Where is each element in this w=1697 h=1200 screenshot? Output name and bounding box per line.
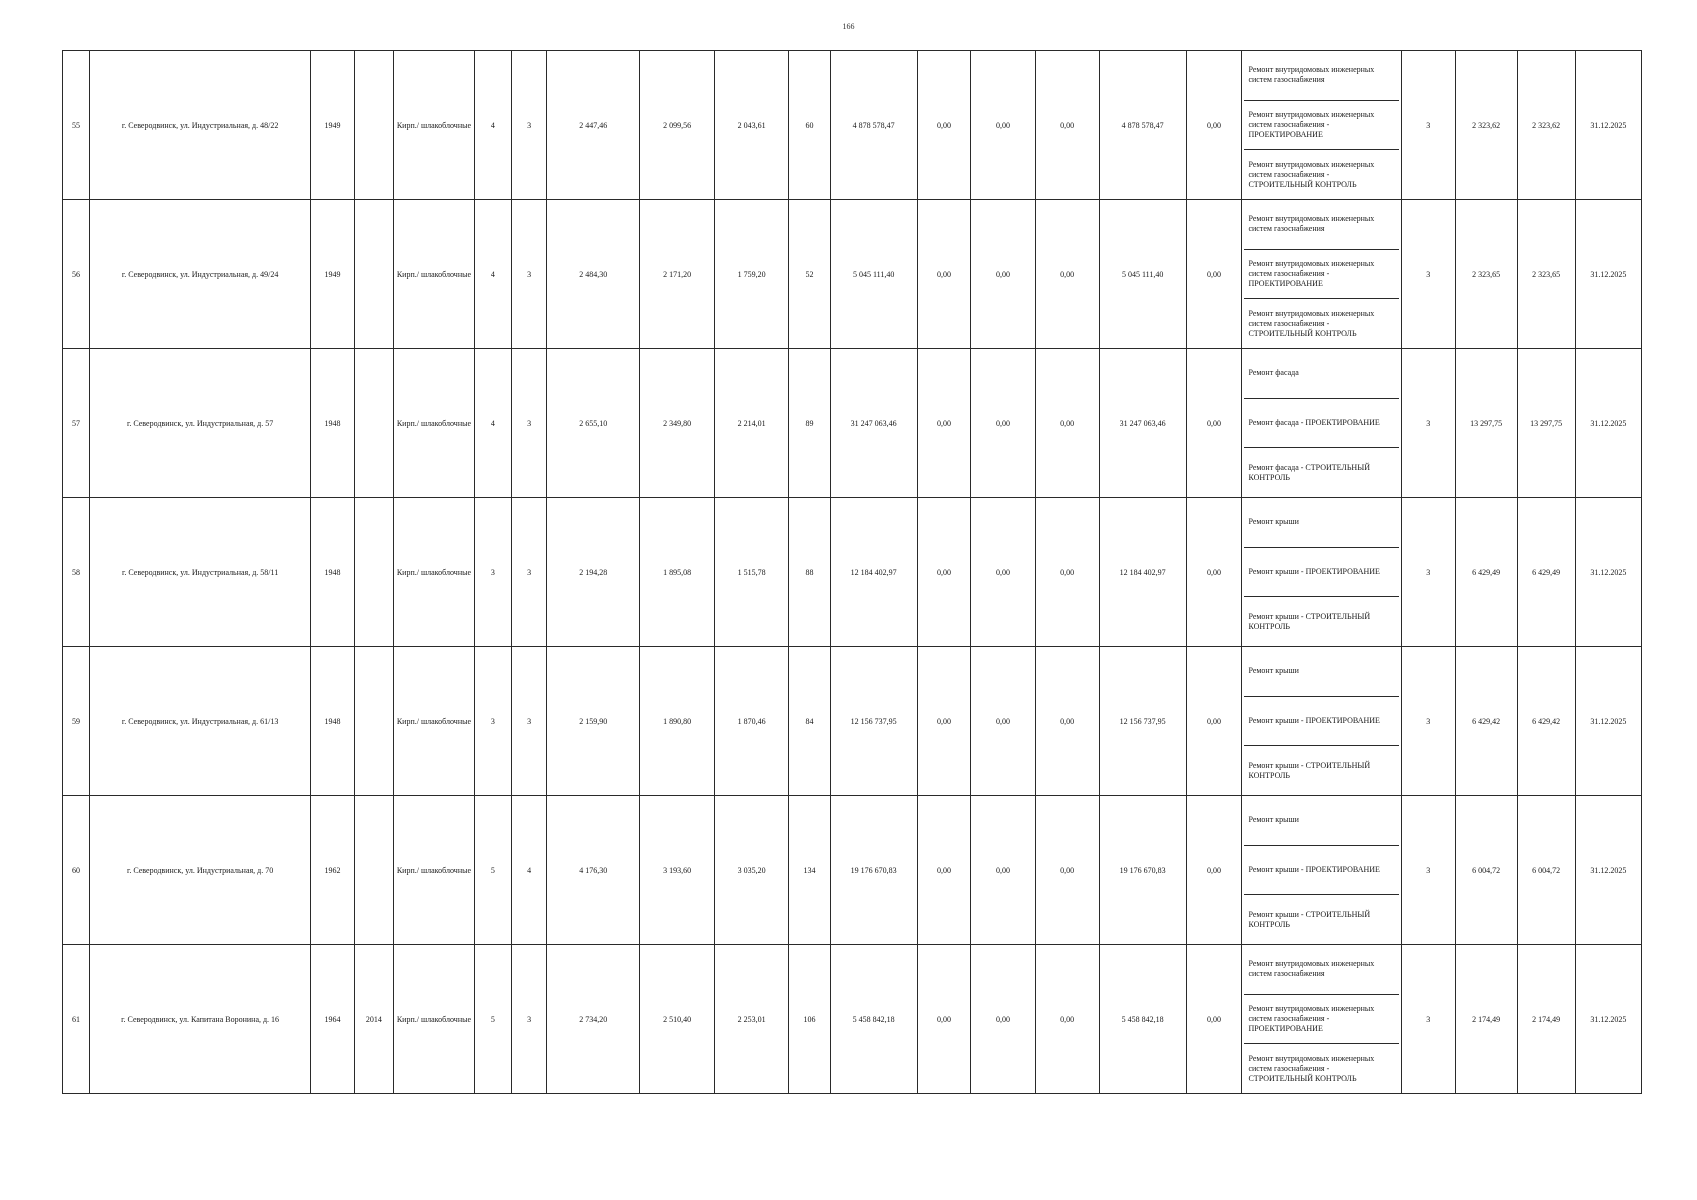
cost-fund-cell: 0,00	[917, 498, 971, 647]
cost-local-cell: 0,00	[1035, 200, 1099, 349]
cost-fund-cell: 0,00	[917, 349, 971, 498]
cost-other-cell: 0,00	[1186, 200, 1242, 349]
total-area-cell: 2 484,30	[547, 200, 640, 349]
work-item: Ремонт крыши - ПРОЕКТИРОВАНИЕ	[1244, 697, 1398, 747]
year-repair-cell	[354, 51, 393, 200]
floors-cell: 4	[474, 349, 511, 498]
residential-area-cell: 3 035,20	[714, 796, 789, 945]
row-number: 59	[63, 647, 90, 796]
work-item: Ремонт внутридомовых инженерных систем газоснабжения	[1244, 51, 1398, 101]
residential-area-cell: 2 043,61	[714, 51, 789, 200]
table-row	[63, 51, 1642, 200]
cost-region-cell: 0,00	[971, 647, 1035, 796]
unit-cost-cell: 2 323,65	[1455, 200, 1517, 349]
cost-region-cell: 0,00	[971, 498, 1035, 647]
unit-cost-max-cell: 2 323,62	[1517, 51, 1575, 200]
table-row	[63, 349, 1642, 498]
floors-cell: 5	[474, 796, 511, 945]
work-item: Ремонт внутридомовых инженерных систем газоснабжения - ПРОЕКТИРОВАНИЕ	[1244, 995, 1398, 1045]
cost-total-cell: 19 176 670,83	[830, 796, 917, 945]
works-cell	[1242, 945, 1401, 1094]
total-area-cell: 2 655,10	[547, 349, 640, 498]
residents-cell: 106	[789, 945, 830, 1094]
cost-fund-cell: 0,00	[917, 945, 971, 1094]
unit-cost-max-cell: 6 429,49	[1517, 498, 1575, 647]
cost-other-cell: 0,00	[1186, 51, 1242, 200]
type-code-cell: 3	[1401, 349, 1455, 498]
unit-cost-cell: 6 429,42	[1455, 647, 1517, 796]
type-code-cell: 3	[1401, 51, 1455, 200]
year-repair-cell	[354, 498, 393, 647]
deadline-cell: 31.12.2025	[1575, 796, 1641, 945]
cost-total-cell: 5 458 842,18	[830, 945, 917, 1094]
unit-cost-cell: 6 004,72	[1455, 796, 1517, 945]
year-repair-cell: 2014	[354, 945, 393, 1094]
address-cell: г. Северодвинск, ул. Индустриальная, д. 48/22	[89, 51, 310, 200]
year-built-cell: 1948	[311, 498, 354, 647]
cost-local-cell: 0,00	[1035, 647, 1099, 796]
cost-other-cell: 0,00	[1186, 647, 1242, 796]
cost-local-cell: 0,00	[1035, 945, 1099, 1094]
work-item: Ремонт внутридомовых инженерных систем газоснабжения - СТРОИТЕЛЬНЫЙ КОНТРОЛЬ	[1248, 308, 1375, 338]
work-item: Ремонт внутридомовых инженерных систем газоснабжения	[1244, 945, 1398, 995]
cost-region-cell: 0,00	[971, 51, 1035, 200]
living-area-cell: 2 099,56	[640, 51, 715, 200]
year-repair-cell	[354, 200, 393, 349]
year-repair-cell	[354, 796, 393, 945]
work-item: Ремонт внутридомовых инженерных систем газоснабжения - ПРОЕКТИРОВАНИЕ	[1244, 250, 1398, 300]
cost-region-cell: 0,00	[971, 945, 1035, 1094]
works-cell	[1242, 200, 1401, 349]
work-item: Ремонт крыши - СТРОИТЕЛЬНЫЙ КОНТРОЛЬ	[1248, 611, 1371, 631]
cost-region-cell: 0,00	[971, 200, 1035, 349]
wall-material-cell: Кирп./ шлакоблочные	[394, 945, 475, 1094]
residents-cell: 60	[789, 51, 830, 200]
work-item: Ремонт крыши - ПРОЕКТИРОВАНИЕ	[1244, 846, 1398, 896]
cost-other-cell: 0,00	[1186, 498, 1242, 647]
cost-owners-cell: 12 184 402,97	[1099, 498, 1186, 647]
cost-fund-cell: 0,00	[917, 647, 971, 796]
cost-owners-cell: 5 045 111,40	[1099, 200, 1186, 349]
cost-total-cell: 12 184 402,97	[830, 498, 917, 647]
work-item: Ремонт крыши	[1244, 647, 1398, 697]
cost-owners-cell: 19 176 670,83	[1099, 796, 1186, 945]
wall-material-cell: Кирп./ шлакоблочные	[394, 349, 475, 498]
floors-cell: 3	[474, 647, 511, 796]
floors-cell: 4	[474, 51, 511, 200]
table-row	[63, 647, 1642, 796]
unit-cost-max-cell: 6 004,72	[1517, 796, 1575, 945]
cost-total-cell: 4 878 578,47	[830, 51, 917, 200]
works-cell	[1242, 498, 1401, 647]
year-built-cell: 1949	[311, 200, 354, 349]
entrances-cell: 3	[512, 945, 547, 1094]
work-item: Ремонт внутридомовых инженерных систем газоснабжения - СТРОИТЕЛЬНЫЙ КОНТРОЛЬ	[1248, 159, 1375, 189]
year-repair-cell	[354, 349, 393, 498]
work-item: Ремонт фасада - ПРОЕКТИРОВАНИЕ	[1244, 399, 1398, 449]
type-code-cell: 3	[1401, 498, 1455, 647]
work-item: Ремонт крыши - ПРОЕКТИРОВАНИЕ	[1244, 548, 1398, 598]
living-area-cell: 2 171,20	[640, 200, 715, 349]
type-code-cell: 3	[1401, 796, 1455, 945]
works-cell	[1242, 647, 1401, 796]
row-number: 60	[63, 796, 90, 945]
table-row	[63, 945, 1642, 1094]
work-item: Ремонт внутридомовых инженерных систем газоснабжения	[1244, 200, 1398, 250]
total-area-cell: 2 159,90	[547, 647, 640, 796]
cost-fund-cell: 0,00	[917, 51, 971, 200]
entrances-cell: 3	[512, 51, 547, 200]
unit-cost-cell: 2 174,49	[1455, 945, 1517, 1094]
residential-area-cell: 1 759,20	[714, 200, 789, 349]
total-area-cell: 2 194,28	[547, 498, 640, 647]
unit-cost-cell: 6 429,49	[1455, 498, 1517, 647]
table-row	[63, 498, 1642, 647]
living-area-cell: 1 895,08	[640, 498, 715, 647]
cost-local-cell: 0,00	[1035, 498, 1099, 647]
cost-region-cell: 0,00	[971, 796, 1035, 945]
address-cell: г. Северодвинск, ул. Капитана Воронина, д. 16	[89, 945, 310, 1094]
unit-cost-max-cell: 13 297,75	[1517, 349, 1575, 498]
row-number: 55	[63, 51, 90, 200]
cost-fund-cell: 0,00	[917, 200, 971, 349]
cost-owners-cell: 4 878 578,47	[1099, 51, 1186, 200]
residents-cell: 89	[789, 349, 830, 498]
table-row	[63, 200, 1642, 349]
wall-material-cell: Кирп./ шлакоблочные	[394, 51, 475, 200]
residents-cell: 52	[789, 200, 830, 349]
work-item: Ремонт крыши	[1244, 796, 1398, 846]
address-cell: г. Северодвинск, ул. Индустриальная, д. 49/24	[89, 200, 310, 349]
cost-fund-cell: 0,00	[917, 796, 971, 945]
work-item: Ремонт внутридомовых инженерных систем газоснабжения - СТРОИТЕЛЬНЫЙ КОНТРОЛЬ	[1248, 1053, 1375, 1083]
row-number: 61	[63, 945, 90, 1094]
residential-area-cell: 2 253,01	[714, 945, 789, 1094]
cost-owners-cell: 5 458 842,18	[1099, 945, 1186, 1094]
entrances-cell: 3	[512, 200, 547, 349]
year-built-cell: 1948	[311, 647, 354, 796]
cost-other-cell: 0,00	[1186, 945, 1242, 1094]
floors-cell: 3	[474, 498, 511, 647]
cost-total-cell: 12 156 737,95	[830, 647, 917, 796]
total-area-cell: 2 447,46	[547, 51, 640, 200]
cost-local-cell: 0,00	[1035, 796, 1099, 945]
total-area-cell: 4 176,30	[547, 796, 640, 945]
cost-local-cell: 0,00	[1035, 51, 1099, 200]
type-code-cell: 3	[1401, 945, 1455, 1094]
year-repair-cell	[354, 647, 393, 796]
works-cell	[1242, 349, 1401, 498]
cost-owners-cell: 12 156 737,95	[1099, 647, 1186, 796]
address-cell: г. Северодвинск, ул. Индустриальная, д. 61/13	[89, 647, 310, 796]
deadline-cell: 31.12.2025	[1575, 51, 1641, 200]
residents-cell: 84	[789, 647, 830, 796]
table-row	[63, 796, 1642, 945]
living-area-cell: 2 510,40	[640, 945, 715, 1094]
deadline-cell: 31.12.2025	[1575, 349, 1641, 498]
year-built-cell: 1949	[311, 51, 354, 200]
wall-material-cell: Кирп./ шлакоблочные	[394, 796, 475, 945]
residential-area-cell: 1 870,46	[714, 647, 789, 796]
entrances-cell: 3	[512, 349, 547, 498]
unit-cost-cell: 13 297,75	[1455, 349, 1517, 498]
cost-owners-cell: 31 247 063,46	[1099, 349, 1186, 498]
unit-cost-max-cell: 2 174,49	[1517, 945, 1575, 1094]
entrances-cell: 4	[512, 796, 547, 945]
total-area-cell: 2 734,20	[547, 945, 640, 1094]
unit-cost-max-cell: 6 429,42	[1517, 647, 1575, 796]
wall-material-cell: Кирп./ шлакоблочные	[394, 647, 475, 796]
residential-area-cell: 1 515,78	[714, 498, 789, 647]
unit-cost-cell: 2 323,62	[1455, 51, 1517, 200]
type-code-cell: 3	[1401, 200, 1455, 349]
floors-cell: 5	[474, 945, 511, 1094]
deadline-cell: 31.12.2025	[1575, 200, 1641, 349]
living-area-cell: 2 349,80	[640, 349, 715, 498]
deadline-cell: 31.12.2025	[1575, 647, 1641, 796]
residential-area-cell: 2 214,01	[714, 349, 789, 498]
type-code-cell: 3	[1401, 647, 1455, 796]
works-cell	[1242, 51, 1401, 200]
work-item: Ремонт фасада	[1244, 349, 1398, 399]
cost-other-cell: 0,00	[1186, 349, 1242, 498]
residents-cell: 134	[789, 796, 830, 945]
year-built-cell: 1962	[311, 796, 354, 945]
work-item: Ремонт внутридомовых инженерных систем газоснабжения - ПРОЕКТИРОВАНИЕ	[1244, 101, 1398, 151]
living-area-cell: 1 890,80	[640, 647, 715, 796]
cost-local-cell: 0,00	[1035, 349, 1099, 498]
row-number: 58	[63, 498, 90, 647]
cost-total-cell: 5 045 111,40	[830, 200, 917, 349]
row-number: 56	[63, 200, 90, 349]
repair-program-table	[62, 50, 1642, 1094]
year-built-cell: 1964	[311, 945, 354, 1094]
address-cell: г. Северодвинск, ул. Индустриальная, д. 57	[89, 349, 310, 498]
residents-cell: 88	[789, 498, 830, 647]
entrances-cell: 3	[512, 647, 547, 796]
cost-region-cell: 0,00	[971, 349, 1035, 498]
row-number: 57	[63, 349, 90, 498]
unit-cost-max-cell: 2 323,65	[1517, 200, 1575, 349]
work-item: Ремонт фасада - СТРОИТЕЛЬНЫЙ КОНТРОЛЬ	[1248, 462, 1370, 482]
floors-cell: 4	[474, 200, 511, 349]
wall-material-cell: Кирп./ шлакоблочные	[394, 200, 475, 349]
work-item: Ремонт крыши - СТРОИТЕЛЬНЫЙ КОНТРОЛЬ	[1248, 909, 1371, 929]
wall-material-cell: Кирп./ шлакоблочные	[394, 498, 475, 647]
living-area-cell: 3 193,60	[640, 796, 715, 945]
cost-total-cell: 31 247 063,46	[830, 349, 917, 498]
work-item: Ремонт крыши	[1244, 498, 1398, 548]
deadline-cell: 31.12.2025	[1575, 945, 1641, 1094]
cost-other-cell: 0,00	[1186, 796, 1242, 945]
work-item: Ремонт крыши - СТРОИТЕЛЬНЫЙ КОНТРОЛЬ	[1248, 760, 1371, 780]
address-cell: г. Северодвинск, ул. Индустриальная, д. 58/11	[89, 498, 310, 647]
deadline-cell: 31.12.2025	[1575, 498, 1641, 647]
year-built-cell: 1948	[311, 349, 354, 498]
entrances-cell: 3	[512, 498, 547, 647]
page-number: 166	[842, 22, 855, 31]
address-cell: г. Северодвинск, ул. Индустриальная, д. 70	[89, 796, 310, 945]
works-cell	[1242, 796, 1401, 945]
